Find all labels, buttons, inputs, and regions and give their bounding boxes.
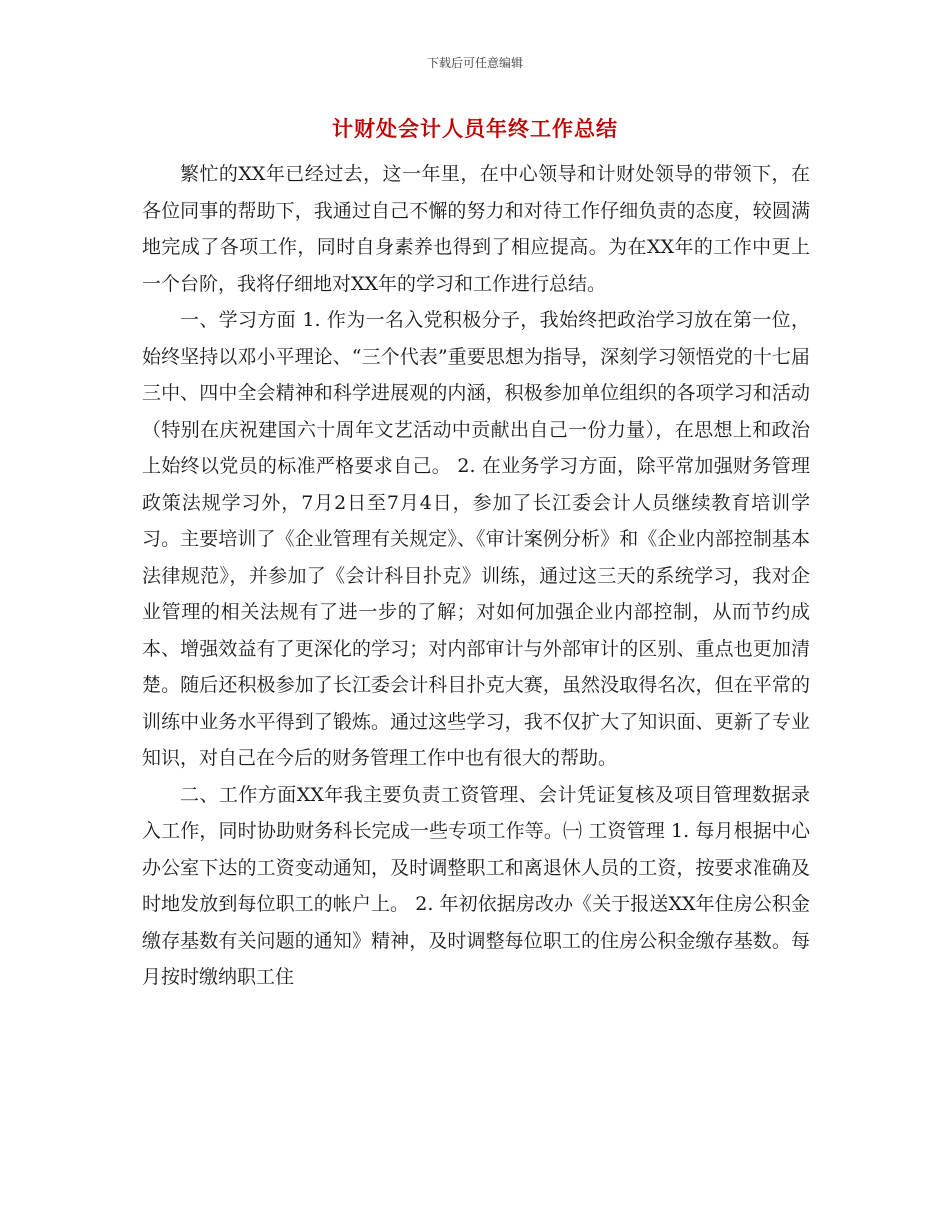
paragraph-study: 一、学习方面 1. 作为一名入党积极分子，我始终把政治学习放在第一位，始终坚持以邓小平理论、“三个代表”重要思想为指导，深刻学习领悟党的十七届三中、四中全会精神和科学进展观的内涵，积极参加单位组织的各项学习和活动（特别在庆祝建国六十周年文艺活动中贡献出自己一份力量），在思想上和政治上始终以党员的标准严格要求自己。 2. 在业务学习方面，除平常加强财务管理政策法规学习外，7月2日至7月4日，参加了长江委会计人员继续教育培训学习。主要培训了《企业管理有关规定》、《审计案例分析》和《企业内部控制基本法律规范》，并参加了《会计科目扑克》训练，通过这三天的系统学习，我对企业管理的相关法规有了进一步的了解；对如何加强企业内部控制，从而节约成本、增强效益有了更深化的学习；对内部审计与外部审计的区别、重点也更加清楚。随后还积极参加了长江委会计科目扑克大赛，虽然没取得名次，但在平常的训练中业务水平得到了锻炼。通过这些学习，我不仅扩大了知识面、更新了专业知识，对自己在今后的财务管理工作中也有很大的帮助。 <box>142 309 810 769</box>
document-title: 计财处会计人员年终工作总结 <box>332 117 618 141</box>
header-note: 下载后可任意编辑 <box>426 56 523 70</box>
document-body <box>142 156 810 996</box>
paragraph-work: 二、工作方面XX年我主要负责工资管理、会计凭证复核及项目管理数据录入工作，同时协助财务科长完成一些专项工作等。㈠ 工资管理 1. 每月根据中心办公室下达的工资变动通知，及时调整职工和离退休人员的工资，按要求准确及时地发放到每位职工的帐户上。 2. 年初依据房改办《关于报送XX年住房公积金缴存基数有关问题的通知》精神，及时调整每位职工的住房公积金缴存基数。每月按时缴纳职工住 <box>142 783 810 988</box>
paragraph-intro: 繁忙的XX年已经过去，这一年里，在中心领导和计财处领导的带领下，在各位同事的帮助下，我通过自己不懈的努力和对待工作仔细负责的态度，较圆满地完成了各项工作，同时自身素养也得到了相应提高。为在XX年的工作中更上一个台阶，我将仔细地对XX年的学习和工作进行总结。 <box>142 163 810 295</box>
